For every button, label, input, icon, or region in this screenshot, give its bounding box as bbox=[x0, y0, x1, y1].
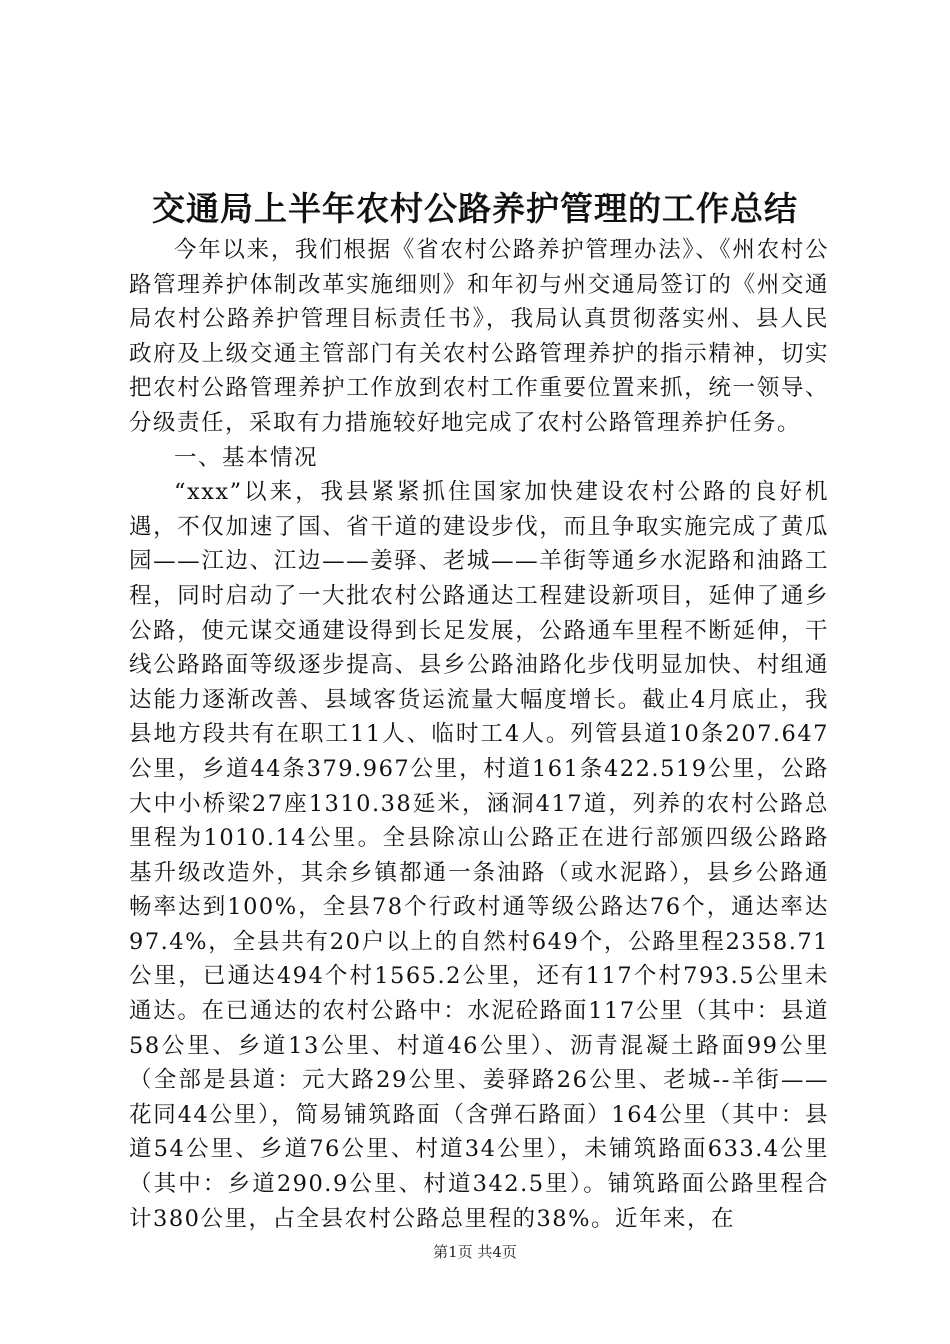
page-footer: 第1页 共4页 bbox=[433, 1243, 517, 1261]
intro-paragraph: 今年以来，我们根据《省农村公路养护管理办法》、《州农村公路管理养护体制改革实施细则》和年初与州交通局签订的《州交通局农村公路养护管理目标责任书》，我局认真贯彻落实州、县人民政府及上级交通主管部门有关农村公路管理养护的指示精神，切实把农村公路管理养护工作放到农村工作重要位置来抓，统一领导、分级责任，采取有力措施较好地完成了农村公路管理养护任务。 bbox=[129, 237, 829, 436]
document-body bbox=[129, 233, 829, 1236]
basic-situation-paragraph: “xxx”以来，我县紧紧抓住国家加快建设农村公路的良好机遇，不仅加速了国、省干道的建设步伐，而且争取实施完成了黄瓜园——江边、江边——姜驿、老城——羊街等通乡水泥路和油路工程，同时启动了一大批农村公路通达工程建设新项目，延伸了通乡公路，使元谋交通建设得到长足发展，公路通车里程不断延伸，干线公路路面等级逐步提高、县乡公路油路化步伐明显加快、村组通达能力逐渐改善、县域客货运流量大幅度增长。截止4月底止，我县地方段共有在职工11人、临时工4人。列管县道10条207.647公里，乡道44条379.967公里，村道161条422.519公里，公路大中小桥梁27座1310.38延米，涵洞417道，列养的农村公路总里程为1010.14公里。全县除凉山公路正在进行部颁四级公路路基升级改造外，其余乡镇都通一条油路（或水泥路），县乡公路通畅率达到100%，全县78个行政村通等级公路达76个，通达率达97.4%，全县共有20户以上的自然村649个，公路里程2358.71公里，已通达494个村1565.2公里，还有117个村793.5公里未通达。在已通达的农村公路中：水泥砼路面117公里（其中：县道58公里、乡道13公里、村道46公里）、沥青混凝土路面99公里（全部是县道：元大路29公里、姜驿路26公里、老城--羊街——花同44公里），简易铺筑路面（含弹石路面）164公里（其中：县道54公里、乡道76公里、村道34公里），未铺筑路面633.4公里（其中：乡道290.9公里、村道342.5里）。铺筑路面公路里程合计380公里，占全县农村公路总里程的38%。近年来，在 bbox=[129, 479, 829, 1232]
section-heading-basic-situation: 一、基本情况 bbox=[174, 444, 319, 471]
document-title: 交通局上半年农村公路养护管理的工作总结 bbox=[152, 189, 798, 228]
